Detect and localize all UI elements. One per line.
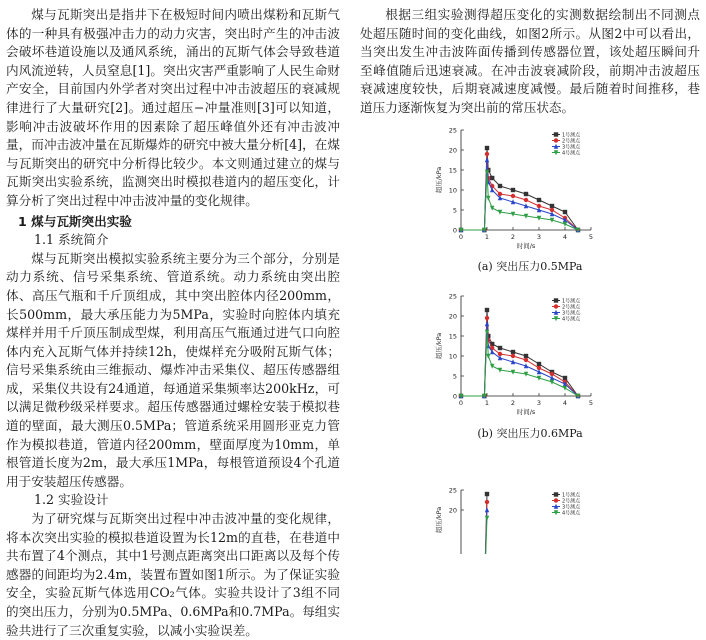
data-point (524, 354, 528, 358)
legend-label: 1号测点 (562, 298, 581, 305)
y-tick-label: 5 (452, 372, 457, 381)
y-tick-label: 25 (448, 126, 457, 135)
figure-a-caption: (a) 突出压力0.5MPa (477, 260, 583, 273)
legend-label: 3号测点 (562, 144, 581, 151)
x-tick-label: 5 (588, 233, 594, 241)
series-2 (461, 500, 489, 554)
results-paragraph: 根据三组实验测得超压变化的实测数据绘制出不同测点处超压随时间的变化曲线，如图2所示。从图2中可以看出，当突出发生冲击波阵面传播到传感器位置，该处超压瞬间升至峰值随后迅速衰减。在冲击波衰减阶段，前期冲击波超压衰减速度较快，后期衰减速度减慢。最后随着时间推移，巷道压力逐渐恢复为突出前的常压状态。 (360, 7, 700, 115)
series-4 (459, 170, 580, 233)
data-point (524, 358, 528, 362)
design-paragraph: 为了研究煤与瓦斯突出过程中冲击波冲量的变化规律，将本次突出实验的模拟巷道设置为长12m的直巷，在巷道中共布置了4个测点，其中1号测点距离突出口距离以及每个传感器的间距均为2.4m，装置布置如图1所示。为了保证实验安全，实验瓦斯气体选用CO₂气体。实验共设计了3组不同的突出压力，分别为0.5MPa、0.6MPa和0.7MPa。每组实验共进行了三次重复实验，以减小实验误差。 (6, 511, 340, 638)
legend-marker (554, 492, 558, 496)
legend-label: 2号测点 (562, 138, 581, 145)
data-point (511, 188, 515, 192)
legend-marker (554, 132, 558, 136)
legend-label: 4号测点 (562, 150, 581, 157)
data-point (511, 350, 515, 354)
chart-svg (415, 112, 615, 257)
y-tick-label: 20 (448, 146, 457, 155)
data-point (537, 198, 541, 202)
x-tick-label: 3 (536, 399, 542, 407)
data-point (524, 192, 528, 196)
data-point (537, 362, 541, 366)
right-column (360, 6, 700, 118)
figure-b-caption: (b) 突出压力0.6MPa (477, 427, 583, 440)
chart-svg (415, 282, 615, 422)
x-tick-label: 0 (458, 399, 464, 407)
series-line (461, 502, 487, 554)
legend-label: 4号测点 (562, 316, 581, 323)
figure-a (415, 112, 615, 257)
section-heading-1: 1 煤与瓦斯突出实验 (18, 213, 132, 229)
y-tick-label: 5 (452, 206, 457, 215)
y-tick-label: 20 (448, 506, 457, 515)
legend-marker (554, 498, 558, 502)
data-point (485, 146, 489, 150)
data-point (563, 386, 567, 391)
series-line (461, 494, 487, 554)
series-1 (461, 492, 489, 554)
data-point (486, 354, 490, 359)
data-point (498, 346, 502, 350)
x-tick-label: 2 (510, 399, 516, 407)
y-axis-label: 超压/kPa (435, 166, 443, 194)
series-3 (461, 507, 489, 554)
series-3 (459, 157, 580, 232)
legend (552, 492, 581, 517)
data-point (485, 316, 489, 320)
data-point (485, 152, 489, 156)
data-point (485, 492, 489, 496)
data-point (486, 196, 490, 201)
legend-marker (554, 304, 558, 308)
data-point (563, 210, 567, 214)
x-axis-label: 时间/s (516, 408, 536, 416)
legend (552, 132, 581, 157)
data-point (485, 507, 489, 512)
data-point (524, 198, 528, 202)
y-axis-label: 超压/kPa (435, 332, 443, 360)
data-point (550, 204, 554, 208)
figure-c (415, 450, 615, 554)
system-paragraph: 煤与瓦斯突出模拟实验系统主要分为三个部分，分别是动力系统、信号采集系统、管道系统。动力系统由突出腔体、高压气瓶和千斤顶组成，其中突出腔体内径200mm，长500mm，最大承压能力为5MPa，实验时向腔体内填充煤样并用千斤顶压制成型煤，利用高压气瓶通过进气口向腔体内充入瓦斯气体并持续12h，使煤样充分吸附瓦斯气体；信号采集系统由三维振动、爆炸冲击采集仪、超压传感器组成，采集仪共设有24通道，每通道采集频率达200kHz，可以满足微秒级采样要求。超压传感器通过螺栓安装于模拟巷道的壁面，最大测压0.5MPa；管道系统采用圆形亚克力管作为模拟巷道，管道内径200mm，壁面厚度为10mm，单根管道长度为2m，最大承压1MPa，每根管道预设4个孔道用于安装超压传感器。 (6, 250, 340, 489)
intro-paragraph: 煤与瓦斯突出是指井下在极短时间内喷出煤粉和瓦斯气体的一种具有极强冲击力的动力灾害，突出时产生的冲击波会破坏巷道设施以及通风系统，涌出的瓦斯气体会导致巷道内风流逆转，人员窒息[1]。突出灾害严重影响了人民生命财产安全，目前国内外学者对突出过程中冲击波超压的衰减规律进行了大量研究[2]。通过超压−冲量准则[3]可以知道，影响冲击波破坏作用的因素除了超压峰值外还有冲击波冲量，而冲击波冲量在瓦斯爆炸的研究中被大量分析[4]，在煤与瓦斯突出的研究中分析得比较少。本文则通过建立的煤与瓦斯突出实验系统，监测突出时模拟巷道内的超压变化，计算分析了突出过程中冲击波冲量的变化规律。 (6, 7, 340, 208)
data-point (498, 355, 502, 360)
series-line (461, 310, 578, 396)
x-tick-label: 0 (458, 233, 464, 241)
chart-svg (415, 450, 615, 554)
x-tick-label: 5 (588, 399, 594, 407)
legend-marker (554, 298, 558, 302)
x-tick-label: 4 (562, 233, 568, 241)
legend (552, 298, 581, 323)
series-line (461, 318, 578, 396)
y-tick-label: 15 (448, 332, 457, 341)
y-axis-label: 超压/kPa (435, 506, 443, 534)
x-axis-label: 时间/s (516, 242, 536, 250)
data-point (563, 376, 567, 380)
series-1 (459, 146, 580, 232)
data-point (485, 321, 489, 326)
legend-label: 2号测点 (562, 498, 581, 505)
series-line (461, 324, 578, 396)
x-tick-label: 4 (562, 399, 568, 407)
y-tick-label: 20 (448, 312, 457, 321)
x-tick-label: 1 (484, 233, 490, 241)
series-2 (459, 316, 580, 398)
y-tick-label: 0 (452, 226, 457, 235)
series-line (461, 172, 578, 230)
y-tick-label: 10 (448, 352, 457, 361)
data-point (485, 500, 489, 504)
series-4 (461, 516, 489, 554)
legend-label: 3号测点 (562, 504, 581, 511)
series-line (461, 510, 487, 554)
legend-label: 1号测点 (562, 132, 581, 139)
series-line (461, 160, 578, 230)
legend-marker (554, 138, 558, 142)
left-column (6, 6, 340, 640)
x-tick-label: 3 (536, 233, 542, 241)
x-tick-label: 1 (484, 399, 490, 407)
x-tick-label: 2 (510, 233, 516, 241)
data-point (498, 184, 502, 188)
data-point (485, 308, 489, 312)
data-point (511, 354, 515, 358)
legend-label: 1号测点 (562, 492, 581, 499)
y-tick-label: 25 (448, 292, 457, 301)
y-tick-label: 25 (448, 486, 457, 495)
subsection-heading-1-1: 1.1 系统简介 (34, 232, 109, 248)
series-line (461, 518, 487, 554)
subsection-heading-1-2: 1.2 实验设计 (34, 492, 109, 508)
y-tick-label: 10 (448, 186, 457, 195)
legend-label: 4号测点 (562, 510, 581, 517)
data-point (485, 157, 489, 162)
data-point (490, 176, 494, 180)
y-tick-label: 15 (448, 166, 457, 175)
data-point (485, 516, 489, 521)
data-point (511, 194, 515, 198)
legend-label: 2号测点 (562, 304, 581, 311)
figure-b (415, 282, 615, 422)
legend-label: 3号测点 (562, 310, 581, 317)
y-tick-label: 0 (452, 392, 457, 401)
